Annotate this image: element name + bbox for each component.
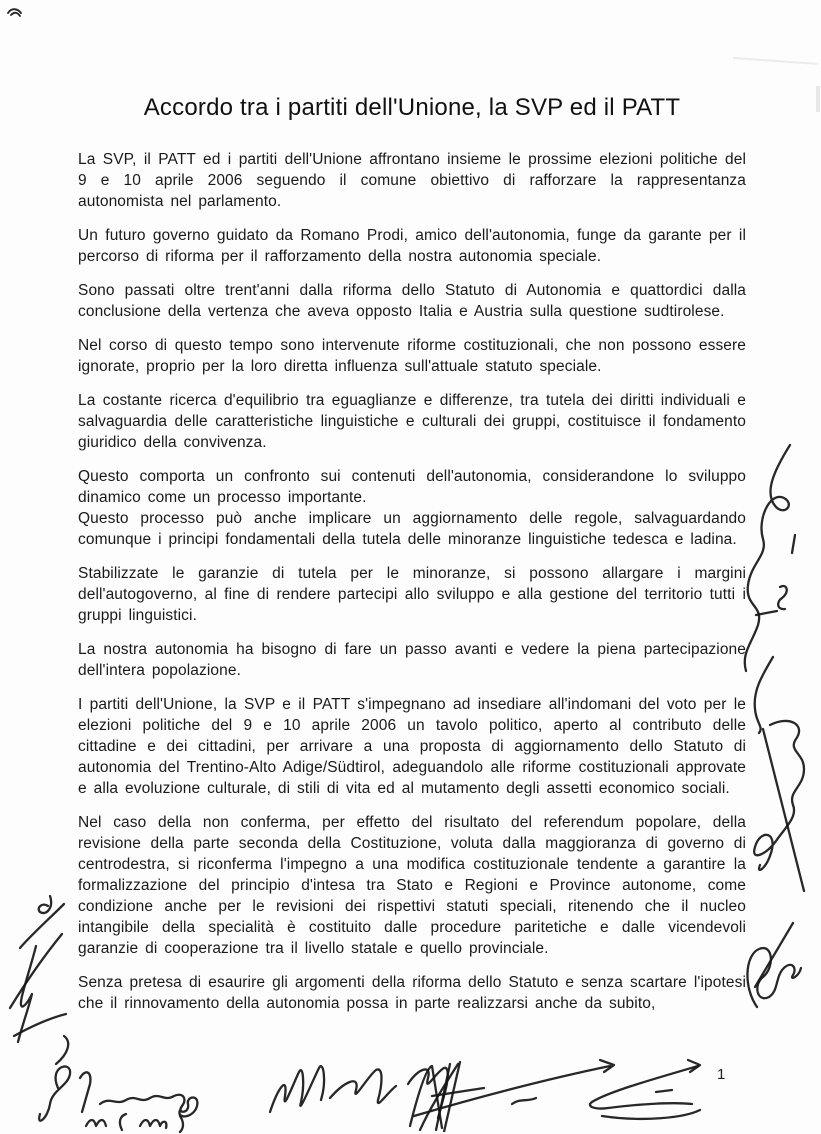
left-margin-signature	[4, 884, 76, 1076]
bottom-signature-2	[258, 1056, 493, 1134]
paragraph-8: La nostra autonomia ha bisogno di fare un passo avanti e vedere la piena partecipazione dell'intera popolazione.	[78, 641, 746, 679]
paragraph-11: Senza pretesa di esaurire gli argomenti della riforma dello Statuto e senza scartare l'ipotesi che il rinnovamento della autonomia possa in parte realizzarsi anche da subito,	[78, 974, 746, 1012]
paragraph-10: Nel caso della non conferma, per effetto del risultato del referendum popolare, della revisione della parte seconda della Costituzione, voluta dalla maggioranza di governo di centrodestra, si riconferma l'impegno a una modifica costituzionale tendente a garantire la formalizzazione del principio d'intesa tra Stato e Regioni e Province autonome, come condizione anche per le revisioni dei rispettivi statuti speciali, ritenendo che il nucleo intangibile della specialità è costituito dalle procedure paritetiche e dalle vicendevoli garanzie di cooperazione tra il livello statale e quello provinciale.	[78, 814, 746, 957]
paragraph-6b: Questo processo può anche implicare un aggiornamento delle regole, salvaguardando comunque i principi fondamentali della tutela delle minoranze linguistiche tedesca e ladina.	[78, 510, 746, 548]
paragraph-3: Sono passati oltre trent'anni dalla riforma dello Statuto di Autonomia e quattordici dalla conclusione della vertenza che aveva opposto Italia e Austria sulla questione sudtirolese.	[78, 282, 746, 320]
paragraph-2: Un futuro governo guidato da Romano Prodi, amico dell'autonomia, funge da garante per il percorso di riforma per il rafforzamento della nostra autonomia speciale.	[78, 227, 746, 265]
bottom-signature-1	[22, 1058, 237, 1133]
paragraph-1: La SVP, il PATT ed i partiti dell'Unione affrontano insieme le prossime elezioni politiche del 9 e 10 aprile 2006 seguendo il comune obiettivo di rafforzare la rappresentanza autonomista nel parlamento.	[78, 151, 746, 210]
scan-artifact-edge-mark	[816, 86, 820, 112]
paragraph-6a: Questo comporta un confronto sui contenuti dell'autonomia, considerandone lo sviluppo dinamico come un processo importante.	[78, 468, 746, 506]
scan-artifact-line	[733, 57, 818, 65]
paragraph-9: I partiti dell'Unione, la SVP e il PATT s'impegnano ad insediare all'indomani del voto per le elezioni politiche del 9 e 10 aprile 2006 un tavolo politico, aperto al contributo delle cittadine e dei cittadini, per arrivare a una proposta di aggiornamento dello Statuto di autonomia del Trentino-Alto Adige/Südtirol, adeguandolo alle riforme costituzionali approvate e alla evoluzione culturale, di stili di vita ed al mutamento degli assetti economico sociali.	[78, 696, 746, 797]
document-title: Accordo tra i partiti dell'Unione, la SVP ed il PATT	[143, 94, 681, 121]
top-left-ink-mark	[5, 4, 27, 20]
page-number: 1	[717, 1066, 726, 1083]
paragraph-7: Stabilizzate le garanzie di tutela per le minoranze, si possono allargare i margini dell'autogoverno, al fine di rendere partecipi allo sviluppo e alla gestione del territorio tutti i gruppi linguistici.	[78, 565, 746, 624]
paragraph-5: La costante ricerca d'equilibrio tra eguaglianze e differenze, tra tutela dei diritti individuali e salvaguardia delle caratteristiche linguistiche e culturali dei gruppi, costituisce il fondamento giuridico della convivenza.	[78, 392, 746, 451]
right-margin-signature-2	[738, 715, 814, 897]
document-body	[78, 94, 746, 1027]
paragraph-4: Nel corso di questo tempo sono intervenute riforme costituzionali, che non possono essere ignorate, proprio per la loro diretta influenza sull'attuale statuto speciale.	[78, 337, 746, 375]
bottom-signature-3	[392, 1052, 704, 1132]
